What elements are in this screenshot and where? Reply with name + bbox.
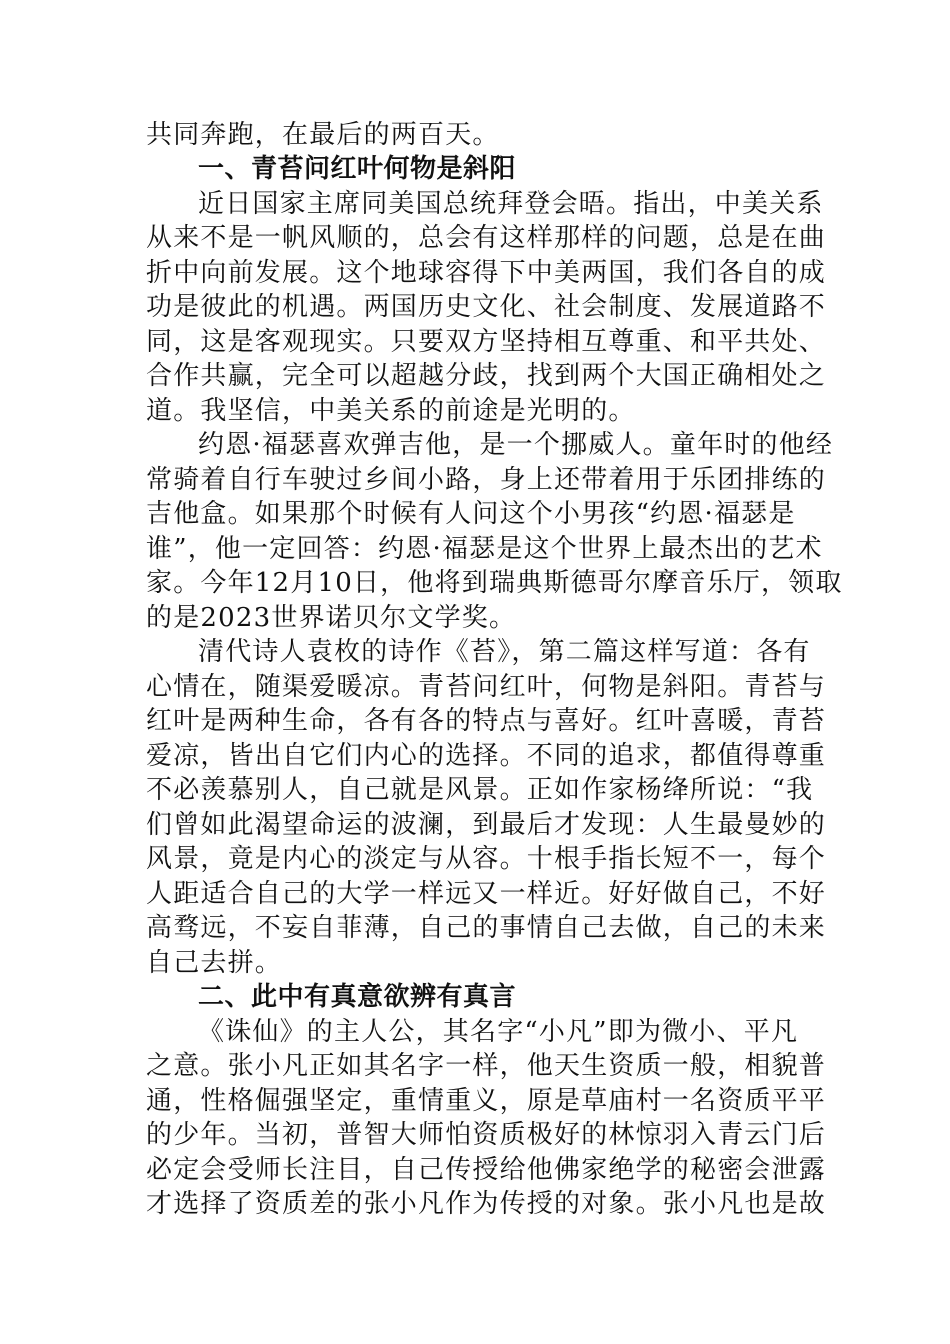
paragraph-line: 自己去拼。 bbox=[146, 948, 283, 978]
paragraph-line: 红叶是两种生命，各有各的特点与喜好。红叶喜暖，青苔 bbox=[146, 706, 827, 736]
paragraph-line: 风景，竟是内心的淡定与从容。十根手指长短不一，每个 bbox=[146, 844, 827, 874]
paragraph-line: 的是2023世界诺贝尔文学奖。 bbox=[146, 603, 517, 633]
paragraph-line: 《诛仙》的主人公，其名字“小凡”即为微小、平凡 bbox=[198, 1017, 799, 1047]
paragraph-line: 爱凉，皆出自它们内心的选择。不同的追求，都值得尊重 bbox=[146, 741, 827, 771]
paragraph-line: 人距适合自己的大学一样远又一样近。好好做自己，不好 bbox=[146, 879, 827, 909]
paragraph-line: 之意。张小凡正如其名字一样，他天生资质一般，相貌普 bbox=[146, 1051, 827, 1081]
paragraph-line: 近日国家主席同美国总统拜登会晤。指出，中美关系 bbox=[198, 189, 824, 219]
paragraph-line: 们曾如此渴望命运的波澜，到最后才发现：人生最曼妙的 bbox=[146, 810, 827, 840]
paragraph-line: 吉他盒。如果那个时候有人问这个小男孩“约恩·福瑟是 bbox=[146, 499, 796, 529]
paragraph-line: 不必羡慕别人，自己就是风景。正如作家杨绛所说：“我 bbox=[146, 775, 814, 805]
paragraph-line: 通，性格倔强坚定，重情重义，原是草庙村一名资质平平 bbox=[146, 1086, 827, 1116]
paragraph-line: 心情在，随渠爱暖凉。青苔问红叶，何物是斜阳。青苔与 bbox=[146, 672, 827, 702]
paragraph-line: 清代诗人袁枚的诗作《苔》，第二篇这样写道：各有 bbox=[198, 637, 811, 667]
section-heading-2: 二、此中有真意欲辨有真言 bbox=[198, 982, 517, 1012]
section-heading-1: 一、青苔问红叶何物是斜阳 bbox=[198, 154, 517, 184]
paragraph-line: 从来不是一帆风顺的，总会有这样那样的问题，总是在曲 bbox=[146, 223, 827, 253]
paragraph-line: 合作共赢，完全可以超越分歧，找到两个大国正确相处之 bbox=[146, 361, 827, 391]
paragraph-line: 才选择了资质差的张小凡作为传授的对象。张小凡也是故 bbox=[146, 1189, 827, 1219]
opening-line: 共同奔跑，在最后的两百天。 bbox=[146, 120, 500, 150]
paragraph-line: 家。今年12月10日，他将到瑞典斯德哥尔摩音乐厅，领取 bbox=[146, 568, 843, 598]
paragraph-line: 折中向前发展。这个地球容得下中美两国，我们各自的成 bbox=[146, 258, 827, 288]
paragraph-line: 必定会受师长注目，自己传授给他佛家绝学的秘密会泄露 bbox=[146, 1155, 827, 1185]
paragraph-line: 的少年。当初，普智大师怕资质极好的林惊羽入青云门后 bbox=[146, 1120, 827, 1150]
paragraph-line: 谁”，他一定回答：约恩·福瑟是这个世界上最杰出的艺术 bbox=[146, 534, 823, 564]
paragraph-line: 约恩·福瑟喜欢弹吉他，是一个挪威人。童年时的他经 bbox=[198, 430, 834, 460]
paragraph-line: 高骛远，不妄自菲薄，自己的事情自己去做，自己的未来 bbox=[146, 913, 827, 943]
paragraph-line: 同，这是客观现实。只要双方坚持相互尊重、和平共处、 bbox=[146, 327, 827, 357]
paragraph-line: 常骑着自行车驶过乡间小路，身上还带着用于乐团排练的 bbox=[146, 465, 827, 495]
paragraph-line: 道。我坚信，中美关系的前途是光明的。 bbox=[146, 396, 636, 426]
paragraph-line: 功是彼此的机遇。两国历史文化、社会制度、发展道路不 bbox=[146, 292, 827, 322]
